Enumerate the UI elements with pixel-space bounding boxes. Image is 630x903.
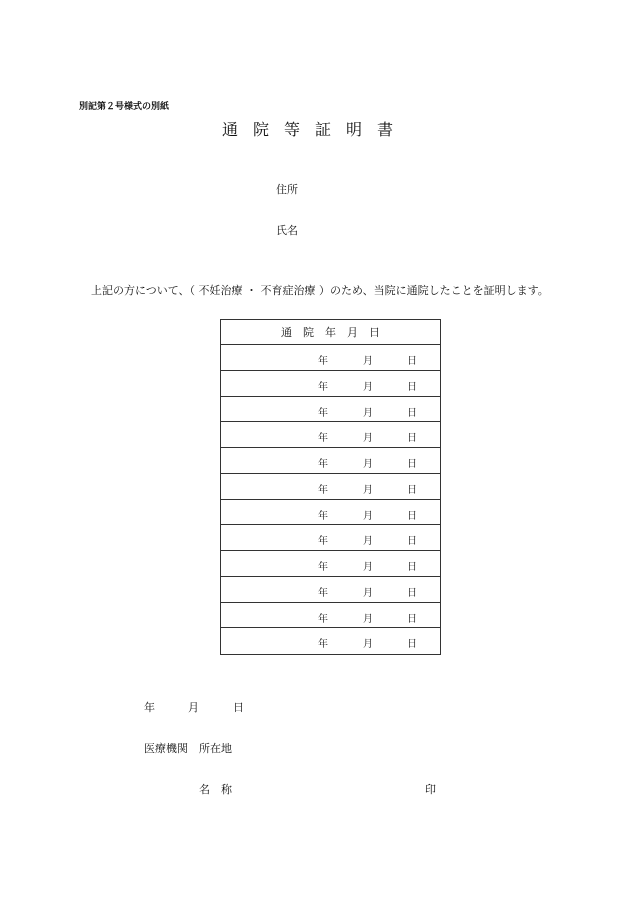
row-year: 年	[318, 381, 328, 393]
row-day: 日	[407, 356, 417, 367]
date-year: 年	[144, 701, 155, 714]
table-row	[221, 422, 440, 448]
table-row	[221, 500, 440, 526]
table-header	[221, 320, 440, 345]
row-month: 月	[363, 562, 373, 573]
row-month: 月	[363, 510, 373, 522]
row-day: 日	[407, 433, 417, 445]
table-row	[221, 474, 440, 500]
row-day: 日	[407, 484, 417, 496]
row-month: 月	[363, 587, 373, 599]
row-day: 日	[407, 459, 417, 470]
date-day: 日	[233, 701, 244, 714]
seal-mark: 印	[425, 783, 436, 796]
header-char: 院	[303, 326, 314, 339]
row-day: 日	[407, 407, 417, 419]
row-day: 日	[407, 536, 417, 548]
row-year: 年	[318, 536, 328, 548]
row-day: 日	[407, 613, 417, 625]
table-row	[221, 577, 440, 603]
document-title: 通院等証明書	[221, 120, 408, 139]
row-month: 月	[363, 459, 373, 470]
row-year: 年	[318, 562, 328, 573]
row-year: 年	[318, 459, 328, 470]
table-row	[221, 345, 440, 371]
row-month: 月	[363, 639, 373, 651]
table-row	[221, 603, 440, 629]
row-year: 年	[318, 510, 328, 522]
header-char: 通	[281, 326, 292, 339]
table-row	[221, 628, 440, 654]
row-year: 年	[318, 356, 328, 367]
row-day: 日	[407, 639, 417, 651]
form-number: 別記第２号様式の別紙	[79, 102, 170, 112]
table-row	[221, 397, 440, 423]
visit-dates-table	[220, 319, 441, 655]
row-month: 月	[363, 407, 373, 419]
row-year: 年	[318, 613, 328, 625]
row-month: 月	[363, 536, 373, 548]
row-year: 年	[318, 433, 328, 445]
row-year: 年	[318, 639, 328, 651]
institution-address-label: 医療機関 所在地	[144, 742, 232, 755]
table-row	[221, 525, 440, 551]
header-char: 月	[347, 326, 358, 339]
row-year: 年	[318, 484, 328, 496]
name-label: 氏名	[276, 224, 298, 237]
row-day: 日	[407, 587, 417, 599]
row-month: 月	[363, 356, 373, 367]
row-year: 年	[318, 587, 328, 599]
table-row	[221, 551, 440, 577]
row-day: 日	[407, 510, 417, 522]
table-row	[221, 448, 440, 474]
row-month: 月	[363, 381, 373, 393]
address-label: 住所	[276, 183, 298, 196]
row-day: 日	[407, 381, 417, 393]
certification-statement: 上記の方について、（ 不妊治療 ・ 不育症治療 ）のため、当院に通院したことを証明します。	[91, 284, 549, 297]
row-day: 日	[407, 562, 417, 573]
row-year: 年	[318, 407, 328, 419]
institution-name-label: 名 称	[199, 783, 232, 796]
row-month: 月	[363, 484, 373, 496]
header-char: 日	[369, 326, 380, 339]
date-month: 月	[188, 701, 199, 714]
table-row	[221, 371, 440, 397]
header-char: 年	[325, 326, 336, 339]
row-month: 月	[363, 613, 373, 625]
row-month: 月	[363, 433, 373, 445]
